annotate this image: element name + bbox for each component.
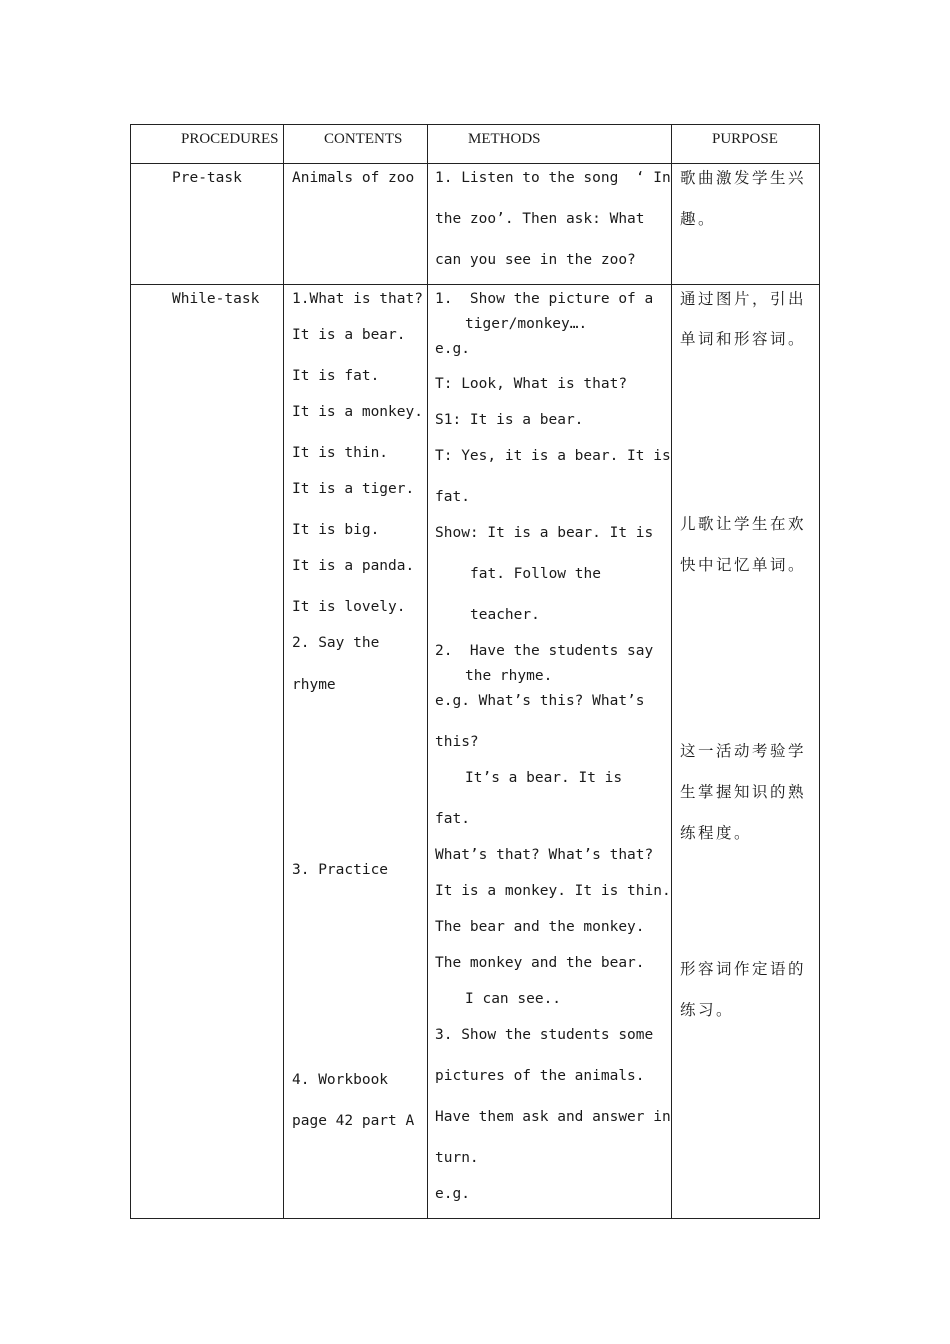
- contents-line: It is a tiger.: [292, 481, 415, 497]
- procedure-pretask: Pre-task: [172, 170, 242, 186]
- header-procedures: PROCEDURES: [181, 131, 279, 147]
- purpose-line: 形容词作定语的: [680, 960, 807, 978]
- header-contents: CONTENTS: [324, 131, 403, 147]
- methods-line: fat.: [435, 489, 470, 505]
- purpose-line: 歌曲激发学生兴: [680, 169, 807, 187]
- contents-line: It is lovely.: [292, 599, 406, 615]
- methods-line: the rhyme.: [465, 668, 553, 684]
- purpose-line: 趣。: [680, 210, 717, 228]
- methods-line: the zoo’. Then ask: What: [435, 211, 645, 227]
- methods-line: The monkey and the bear.: [435, 955, 645, 971]
- methods-line: T: Look, What is that?: [435, 376, 628, 392]
- purpose-line: 练程度。: [680, 824, 753, 842]
- methods-line: It’s a bear. It is: [465, 770, 623, 786]
- contents-line: It is a panda.: [292, 558, 415, 574]
- lesson-plan-table: [130, 124, 820, 1219]
- row-divider: [131, 284, 819, 285]
- header-purpose: PURPOSE: [712, 131, 778, 147]
- methods-line: turn.: [435, 1150, 479, 1166]
- methods-line: It is a monkey. It is thin.: [435, 883, 671, 899]
- methods-line: The bear and the monkey.: [435, 919, 645, 935]
- methods-line: e.g.: [435, 341, 470, 357]
- purpose-line: 快中记忆单词。: [680, 556, 807, 574]
- contents-line: Animals of zoo: [292, 170, 415, 186]
- contents-line: 1.What is that?: [292, 291, 423, 307]
- contents-line: It is fat.: [292, 368, 380, 384]
- methods-line: T: Yes, it is a bear. It is: [435, 448, 671, 464]
- purpose-line: 儿歌让学生在欢: [680, 515, 807, 533]
- methods-line: tiger/monkey….: [465, 316, 588, 332]
- methods-line: e.g. What’s this? What’s: [435, 693, 645, 709]
- methods-line: teacher.: [470, 607, 540, 623]
- contents-line: It is a monkey.: [292, 404, 423, 420]
- header-methods: METHODS: [468, 131, 541, 147]
- column-divider: [671, 125, 672, 1218]
- contents-line: It is a bear.: [292, 327, 406, 343]
- methods-line: e.g.: [435, 1186, 470, 1202]
- column-divider: [283, 125, 284, 1218]
- methods-line: 2. Have the students say: [435, 643, 654, 659]
- purpose-line: 通过图片，引出: [680, 290, 807, 308]
- procedure-whiletask: While-task: [172, 291, 260, 307]
- contents-line: 2. Say the: [292, 635, 380, 651]
- contents-line: 4. Workbook: [292, 1072, 389, 1088]
- methods-line: pictures of the animals.: [435, 1068, 645, 1084]
- row-divider: [131, 163, 819, 164]
- methods-line: fat. Follow the: [470, 566, 601, 582]
- methods-line: 1. Show the picture of a: [435, 291, 654, 307]
- methods-line: What’s that? What’s that?: [435, 847, 654, 863]
- methods-line: S1: It is a bear.: [435, 412, 584, 428]
- purpose-line: 生掌握知识的熟: [680, 783, 807, 801]
- methods-line: I can see..: [465, 991, 562, 1007]
- purpose-line: 单词和形容词。: [680, 330, 807, 348]
- contents-line: 3. Practice: [292, 862, 389, 878]
- contents-line: It is big.: [292, 522, 380, 538]
- methods-line: Have them ask and answer in: [435, 1109, 671, 1125]
- methods-line: 1. Listen to the song ‘ In: [435, 170, 671, 186]
- contents-line: rhyme: [292, 677, 336, 693]
- purpose-line: 练习。: [680, 1001, 735, 1019]
- purpose-line: 这一活动考验学: [680, 742, 807, 760]
- methods-line: this?: [435, 734, 479, 750]
- methods-line: 3. Show the students some: [435, 1027, 654, 1043]
- methods-line: fat.: [435, 811, 470, 827]
- methods-line: Show: It is a bear. It is: [435, 525, 654, 541]
- methods-line: can you see in the zoo?: [435, 252, 636, 268]
- contents-line: It is thin.: [292, 445, 389, 461]
- contents-line: page 42 part A: [292, 1113, 415, 1129]
- column-divider: [427, 125, 428, 1218]
